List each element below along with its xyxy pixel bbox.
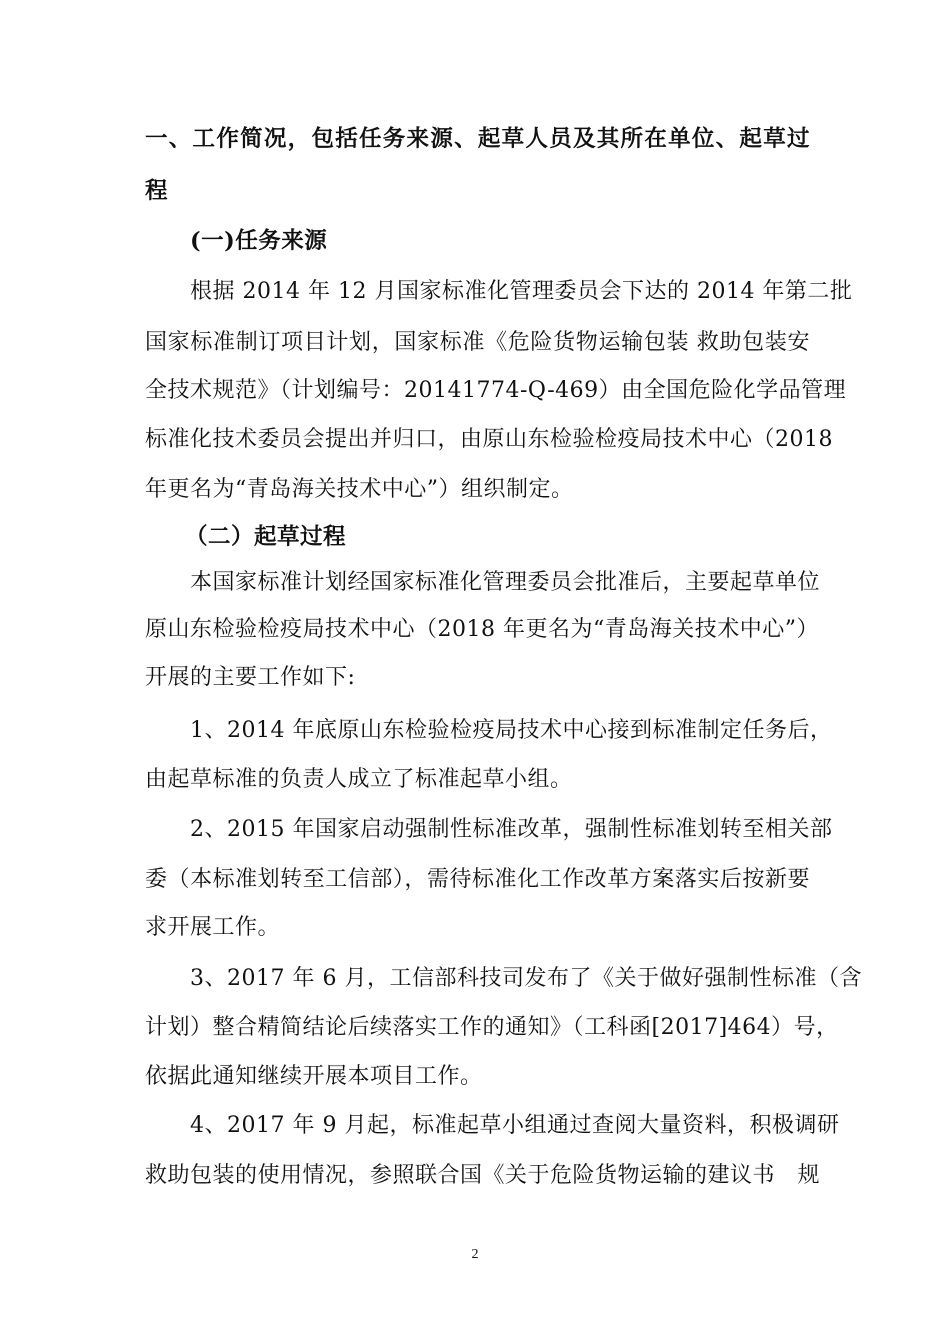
paragraph-line: 开展的主要工作如下: [145,665,356,690]
paragraph-line: 根据 2014 年 12 月国家标准化管理委员会下达的 2014 年第二批 [190,279,853,304]
paragraph-line: 国家标准制订项目计划，国家标准《危险货物运输包装 救助包装安 [145,330,810,355]
section-title-drafting-process: （二）起草过程 [185,524,347,550]
paragraph-line: 年更名为“青岛海关技术中心”）组织制定。 [145,477,574,502]
list-item-line: 依据此通知继续开展本项目工作。 [145,1064,483,1089]
heading-one-line-2: 程 [145,178,169,204]
list-item-line: 委（本标准划转至工信部），需待标准化工作改革方案落实后按新要 [145,867,810,892]
list-item-line: 3、2017 年 6 月，工信部科技司发布了《关于做好强制性标准（含 [190,966,862,991]
list-item-line: 4、2017 年 9 月起，标准起草小组通过查阅大量资料，积极调研 [190,1113,840,1138]
heading-one-line-1: 一、工作简况，包括任务来源、起草人员及其所在单位、起草过 [145,126,810,152]
paragraph-line: 全技术规范》（计划编号：20141774-Q-469）由全国危险化学品管理 [145,378,847,403]
list-item-line: 求开展工作。 [145,915,281,940]
section-title-task-source: (一)任务来源 [190,228,328,254]
list-item-line: 由起草标准的负责人成立了标准起草小组。 [145,767,573,792]
list-item-line: 1、2014 年底原山东检验检疫局技术中心接到标准制定任务后， [190,718,833,743]
paragraph-line: 标准化技术委员会提出并归口，由原山东检验检疫局技术中心（2018 [145,427,833,452]
list-item-line: 救助包装的使用情况，参照联合国《关于危险货物运输的建议书 规 [145,1163,821,1188]
paragraph-line: 原山东检验检疫局技术中心（2018 年更名为“青岛海关技术中心”） [145,617,819,642]
list-item-line: 2、2015 年国家启动强制性标准改革，强制性标准划转至相关部 [190,817,833,842]
paragraph-line: 本国家标准计划经国家标准化管理委员会批准后，主要起草单位 [190,570,821,595]
page-number: 2 [471,1247,479,1262]
list-item-line: 计划）整合精简结论后续落实工作的通知》（工科函[2017]464）号， [145,1015,839,1040]
